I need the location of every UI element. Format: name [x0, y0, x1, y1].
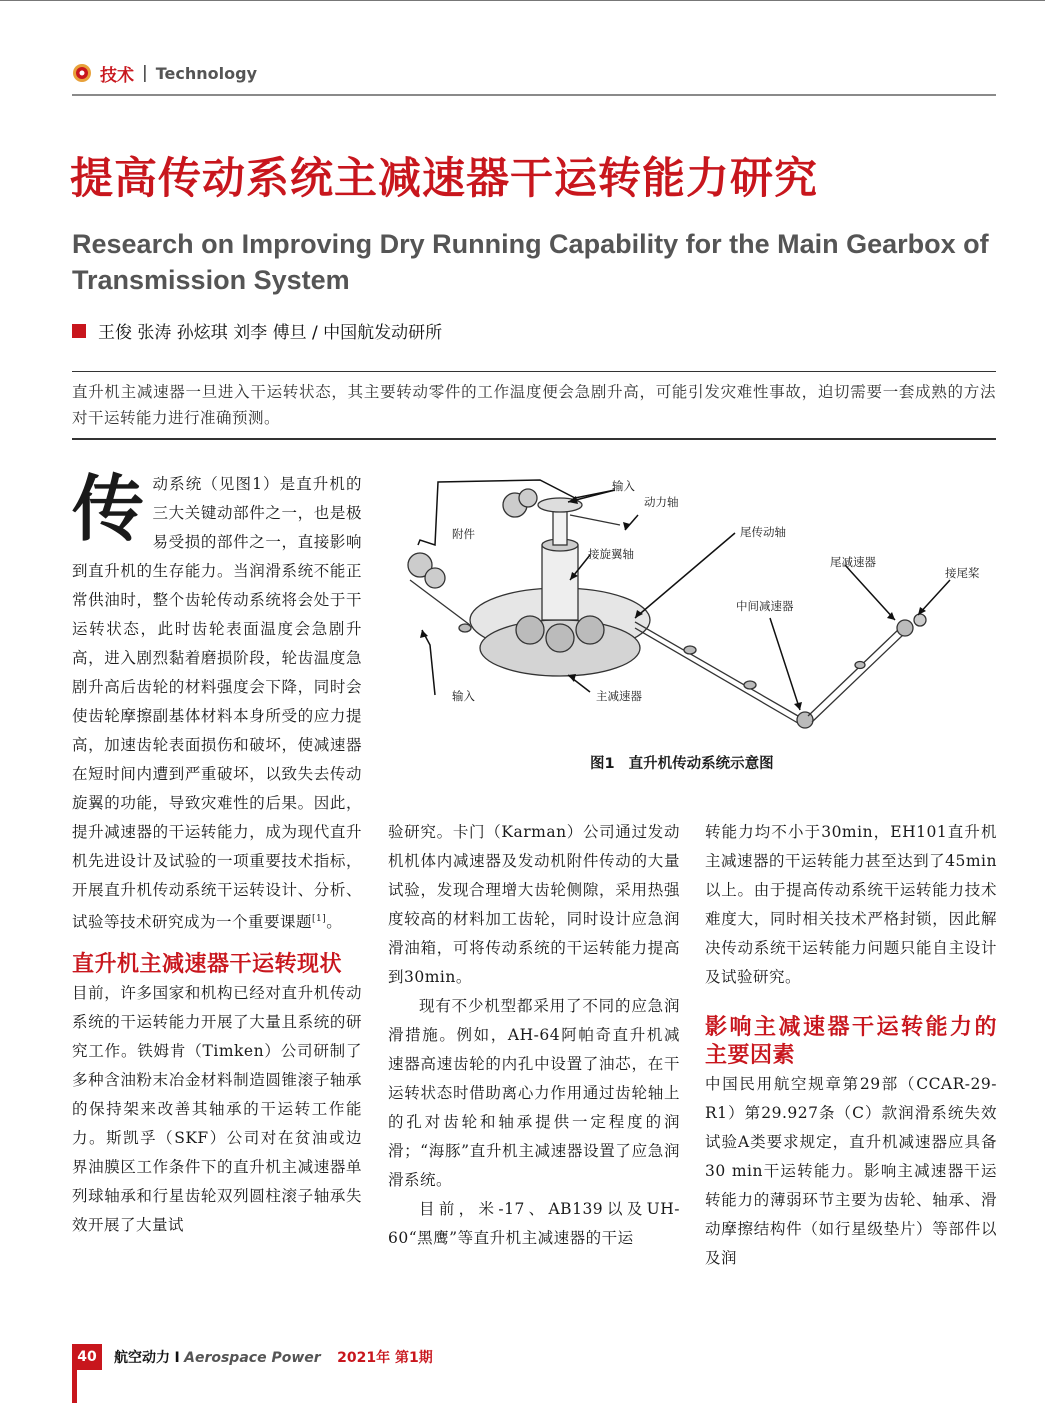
page-number: 40: [72, 1344, 102, 1370]
paragraph: 转能力均不小于30min，EH101直升机主减速器的干运转能力甚至达到了45min以上。由于提高传动系统干运转能力技术难度大，同时相关技术严格封锁，因此解决传动系统干运转能力问题只能自主设计及试验研究。: [705, 823, 997, 986]
paragraph: 验研究。卡门（Karman）公司通过发动机机体内减速器及发动机附件传动的大量试验，发现合理增大齿轮侧隙，采用热强度较高的材料加工齿轮，同时设计应急润滑油箱，可将传动系统的干运转能力提高到30min。: [388, 823, 680, 986]
figure-caption: [590, 752, 774, 773]
header-rule: [72, 94, 996, 96]
drop-cap: 传: [72, 467, 145, 551]
journal-separator: I: [174, 1350, 180, 1366]
journal-name: 航空动力: [114, 1350, 170, 1366]
intro-paragraph: [72, 467, 362, 937]
subheading-factors: 影响主减速器干运转能力的主要因素: [705, 1015, 997, 1068]
footer: [114, 1347, 433, 1367]
abstract-top-rule: [72, 371, 996, 372]
figure-caption-text: 直升机传动系统示意图: [628, 756, 774, 772]
column-2: [388, 818, 680, 1253]
label-power-shaft: 动力轴: [644, 495, 679, 509]
figure-number: 图1: [590, 756, 615, 772]
label-intermediate-gearbox: 中间减速器: [736, 599, 794, 613]
author-marker-icon: [72, 324, 86, 338]
label-input-bottom: 输入: [452, 689, 475, 703]
top-border: [0, 0, 1045, 1]
reference-mark: [1]: [312, 914, 327, 924]
paragraph: 现有不少机型都采用了不同的应急润滑措施。例如，AH-64阿帕奇直升机减速器高速齿轮的内孔中设置了油芯，在干运转状态时借助离心力作用通过齿轮轴上的孔对齿轮和轴承提供一定程度的润滑；“海豚”直升机主减速器设置了应急润滑系统。: [388, 997, 680, 1189]
section-separator: |: [142, 63, 148, 83]
column-1: [72, 467, 362, 1240]
label-input-top: 输入: [612, 479, 635, 493]
paragraph: 中国民用航空规章第29部（CCAR-29-R1）第29.927条（C）款润滑系统失效试验A类要求规定，直升机减速器应具备30 min干运转能力。影响主减速器干运转能力的薄弱环节主要为齿轮、轴承、滑动摩擦结构件（如行星级垫片）等部件以及润: [705, 1075, 997, 1267]
authors: 王俊 张涛 孙炫琪 刘李 傅旦 / 中国航发动研所: [98, 323, 443, 343]
subheading-status: 直升机主减速器干运转现状: [72, 952, 343, 978]
paragraph: 目前，米-17、AB139以及UH-60“黑鹰”等直升机主减速器的干运: [388, 1200, 680, 1247]
label-tail-gearbox: 尾减速器: [830, 555, 876, 569]
label-main-gearbox: 主减速器: [596, 689, 642, 703]
abstract: 直升机主减速器一旦进入干运转状态，其主要转动零件的工作温度便会急剧升高，可能引发灾难性事故，迫切需要一套成熟的方法对干运转能力进行准确预测。: [72, 383, 996, 427]
intro-text: 动系统（见图1）是直升机的三大关键动部件之一，也是极易受损的部件之一，直接影响到直升机的生存能力。当润滑系统不能正常供油时，整个齿轮传动系统将会处于干运转状态，此时齿轮表面温度会急剧升高，进入剧烈黏着磨损阶段，轮齿温度急剧升高后齿轮的材料强度会下降，同时会使齿轮摩擦副基体材料本身所受的应力提高，加速齿轮表面损伤和破坏，使减速器在短时间内遭到严重破坏，以致失去传动旋翼的功能，导致灾难性的后果。因此，提升减速器的干运转能力，成为现代直升机先进设计及试验的一项重要技术指标，开展直升机传动系统干运转设计、分析、试验等技术研究成为一个重要课题: [72, 475, 362, 932]
status-paragraph: 目前，许多国家和机构已经对直升机传动系统的干运转能力开展了大量且系统的研究工作。铁姆肯（Timken）公司研制了多种含油粉末冶金材料制造圆锥滚子轴承的保持架来改善其轴承的干运转工作能力。斯凯孚（SKF）公司对在贫油或边界油膜区工作条件下的直升机主减速器单列球轴承和行星齿轮双列圆柱滚子轴承失效开展了大量试: [72, 984, 362, 1235]
article-title-en: Research on Improving Dry Running Capability for the Main Gearbox of Transmission System: [72, 229, 989, 295]
article-title: 提高传动系统主减速器干运转能力研究: [70, 154, 818, 204]
abstract-bottom-rule: [72, 438, 996, 440]
issue-label: 2021年 第1期: [337, 1350, 433, 1366]
label-tail-shaft: 尾传动轴: [740, 525, 786, 539]
journal-name-en: Aerospace Power: [184, 1350, 321, 1366]
section-label-cn: 技术: [100, 65, 134, 86]
section-logo-icon: [72, 63, 92, 83]
label-tail-rotor: 接尾桨: [945, 566, 980, 580]
section-label-en: Technology: [155, 63, 257, 83]
label-rotor-shaft: 接旋翼轴: [588, 547, 634, 561]
author-line: [72, 318, 442, 343]
column-3: [705, 818, 997, 1273]
intro-end: 。: [326, 913, 343, 932]
transmission-diagram: [390, 470, 1010, 750]
section-header: [72, 60, 257, 86]
label-accessory: 附件: [452, 527, 475, 541]
